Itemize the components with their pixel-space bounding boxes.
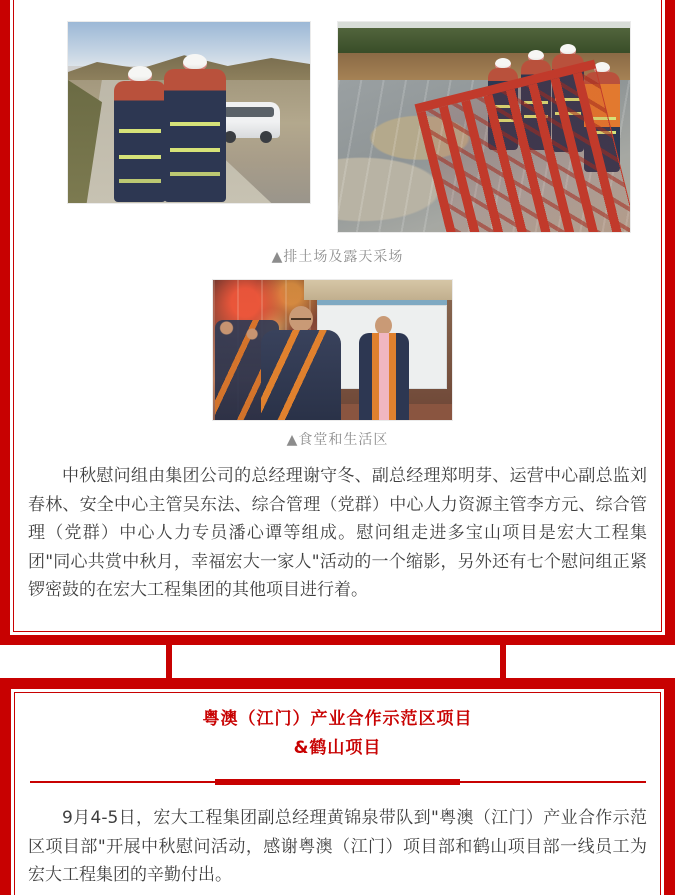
- worker-figure: [164, 54, 226, 202]
- paragraph-visit-group: 中秋慰问组由集团公司的总经理谢守冬、副总经理郑明芽、运营中心副总监刘春林、安全中心主管吴东法、综合管理（党群）中心人力资源主管李方元、综合管理（党群）中心人力专员潘心谭等组成。慰问组走进多宝山项目是宏大工程集团"同心共赏中秋月，幸福宏大一家人"活动的一个缩影，另外还有七个慰问组正紧锣密鼓的在宏大工程集团的其他项目进行着。: [28, 466, 647, 600]
- photo-dump-site[interactable]: [68, 22, 310, 203]
- manager-jacket: [359, 333, 409, 420]
- tree-line: [338, 28, 630, 53]
- title-divider-accent: [215, 779, 460, 785]
- photo-caption-canteen: ▲食堂和生活区: [286, 432, 389, 448]
- section-title-line1: 粤澳（江门）产业合作示范区项目: [202, 709, 473, 729]
- photo-canteen[interactable]: [213, 280, 452, 420]
- frame-connector-left: [166, 645, 172, 678]
- paragraph-jiangmen-heshan: 9月4-5日，宏大工程集团副总经理黄锦泉带队到"粤澳（江门）产业合作示范区项目部"开展中秋慰问活动，感谢粤澳（江门）项目部和鹤山项目部一线员工为宏大工程集团的辛勤付出。: [28, 808, 647, 885]
- worker-uniform: [114, 81, 166, 202]
- worker-figure: [114, 66, 166, 202]
- photo-open-pit[interactable]: [338, 22, 630, 232]
- frame-connector-right: [500, 645, 506, 678]
- ceiling: [304, 280, 452, 300]
- section-title-line2: &鹤山项目: [293, 737, 382, 758]
- section-title: [0, 705, 675, 762]
- photo-caption-dump-site: ▲排土场及露天采场: [271, 249, 404, 265]
- worker-uniform: [261, 330, 341, 420]
- worker-head: [289, 306, 313, 332]
- worker-uniform: [164, 69, 226, 202]
